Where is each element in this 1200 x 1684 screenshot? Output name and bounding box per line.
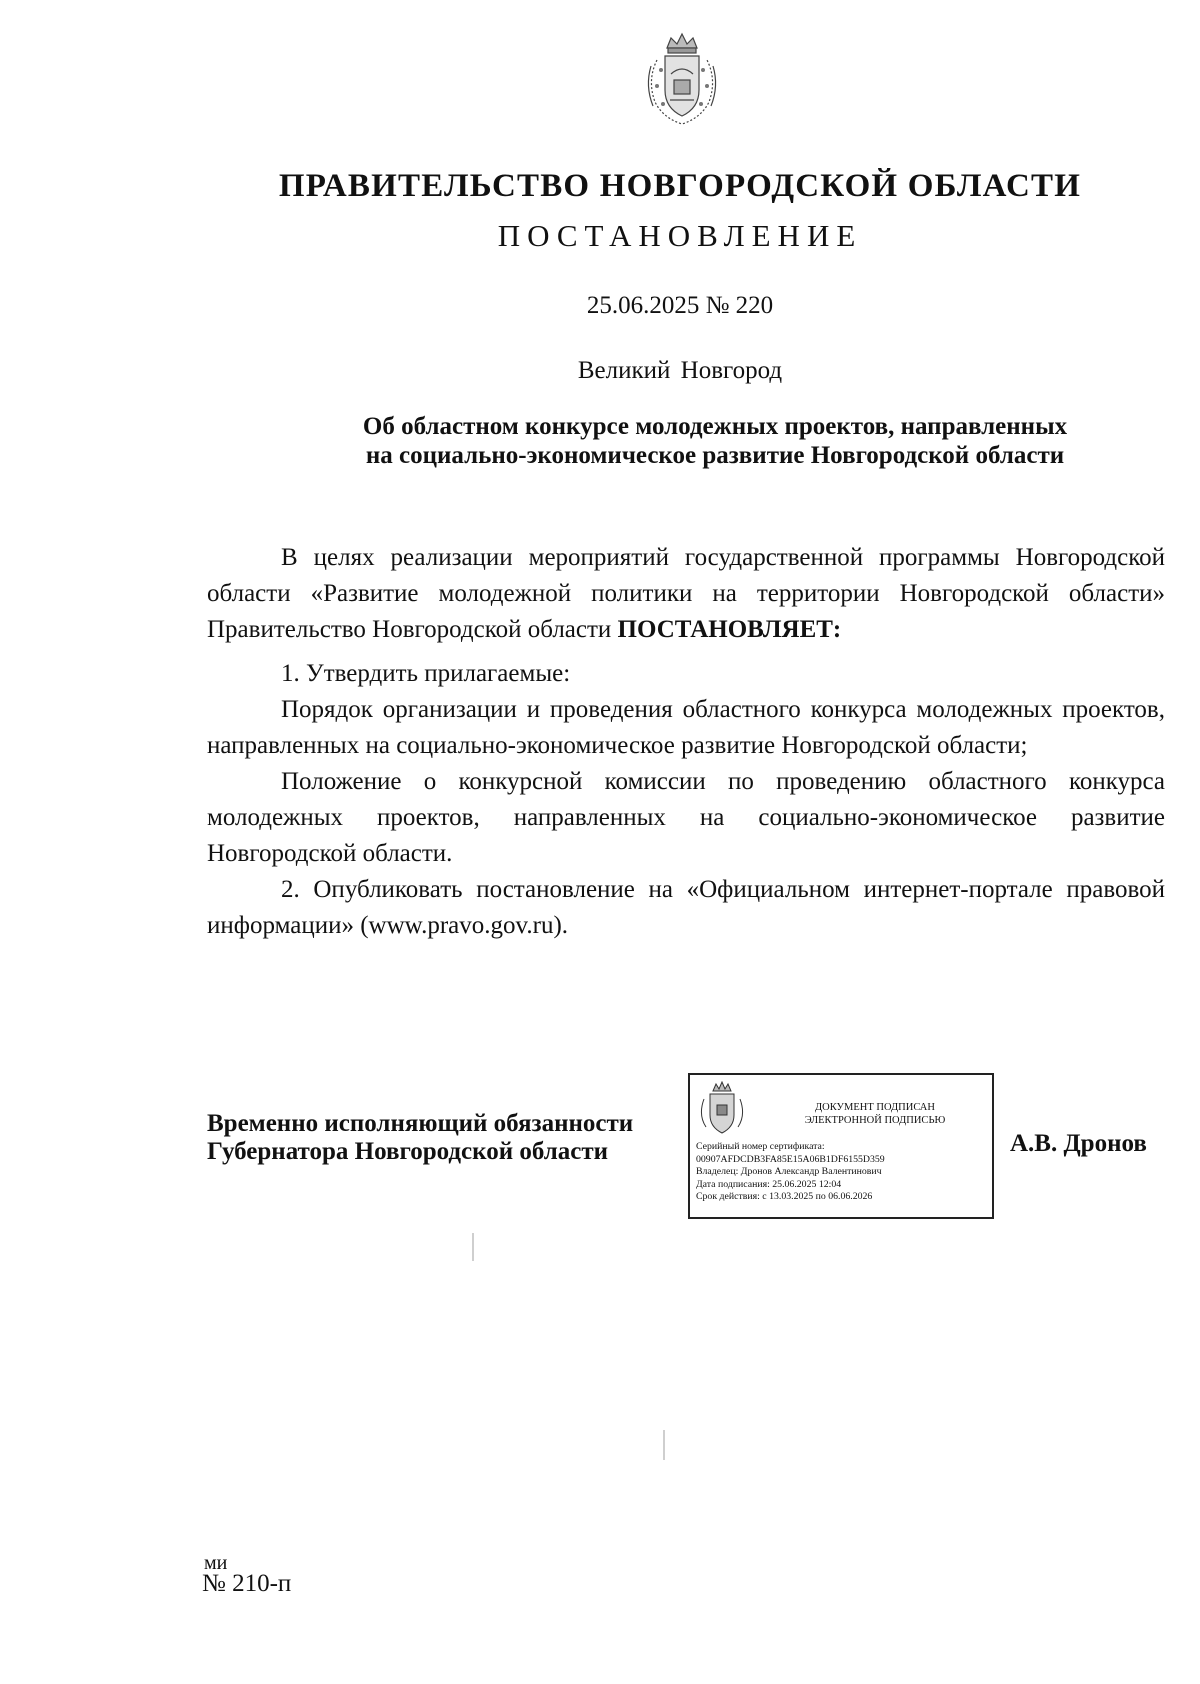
coat-of-arms-icon — [641, 30, 723, 130]
stamp-signed-date: Дата подписания: 25.06.2025 12:04 — [696, 1178, 842, 1190]
date-and-number: 25.06.2025 № 220 — [586, 292, 774, 319]
stamp-owner: Владелец: Дронов Александр Валентинович — [696, 1166, 882, 1177]
government-title: ПРАВИТЕЛЬСТВО НОВГОРОДСКОЙ ОБЛАСТИ — [278, 168, 1082, 204]
registration-number: № 210-п — [202, 1570, 292, 1597]
signer-position — [207, 1110, 633, 1166]
signer-position-line-2: Губернатора Новгородской области — [207, 1138, 609, 1165]
item-1-b: Положение о конкурсной комиссии по проведению областного конкурса молодежных проектов, направленных на социально-экономическое развитие Новгородской области. — [207, 768, 1165, 867]
preamble-text: В целях реализации мероприятий государственной программы Новгородской области «Развитие молодежной политики на территории Новгородской области» Правительство Новгородской области — [207, 544, 1165, 643]
item-1-a: Порядок организации и проведения областного конкурса молодежных проектов, направленных на социально-экономическое развитие Новгородской области; — [207, 696, 1165, 759]
stamp-heading-line-1: ДОКУМЕНТ ПОДПИСАН — [815, 1102, 935, 1113]
stamp-validity: Срок действия: с 13.03.2025 по 06.06.2026 — [696, 1191, 873, 1202]
stamp-heading — [760, 1101, 990, 1127]
executor-code: ми — [204, 1552, 228, 1574]
subject-line-1: Об областном конкурсе молодежных проектов, направленных — [362, 413, 1068, 440]
document-subject — [200, 412, 1160, 470]
item-2: 2. Опубликовать постановление на «Официальном интернет-портале правовой информации» (www.pravo.gov.ru). — [207, 876, 1165, 939]
item-1: 1. Утвердить прилагаемые: — [281, 660, 571, 687]
document-body — [207, 540, 1165, 944]
stamp-serial: 00907AFDCDB3FA85E15A06B1DF6155D359 — [696, 1153, 885, 1165]
decree-word: ПОСТАНОВЛЯЕТ: — [617, 616, 842, 643]
signer-name: А.В. Дронов — [1010, 1130, 1147, 1157]
stamp-coat-of-arms-icon — [698, 1081, 746, 1137]
stamp-details — [696, 1141, 992, 1204]
stamp-heading-line-2: ЭЛЕКТРОННОЙ ПОДПИСЬЮ — [804, 1115, 946, 1126]
subject-line-2: на социально-экономическое развитие Новгородской области — [365, 442, 1065, 469]
scan-artifact — [663, 1430, 665, 1460]
signer-position-line-1: Временно исполняющий обязанности — [207, 1110, 634, 1137]
scan-artifact — [472, 1233, 474, 1261]
city: Великий Новгород — [577, 357, 783, 384]
document-kind: ПОСТАНОВЛЕНИЕ — [497, 218, 863, 253]
preamble-paragraph — [207, 540, 1165, 648]
electronic-signature-stamp — [688, 1073, 994, 1219]
stamp-serial-label: Серийный номер сертификата: — [696, 1141, 825, 1152]
